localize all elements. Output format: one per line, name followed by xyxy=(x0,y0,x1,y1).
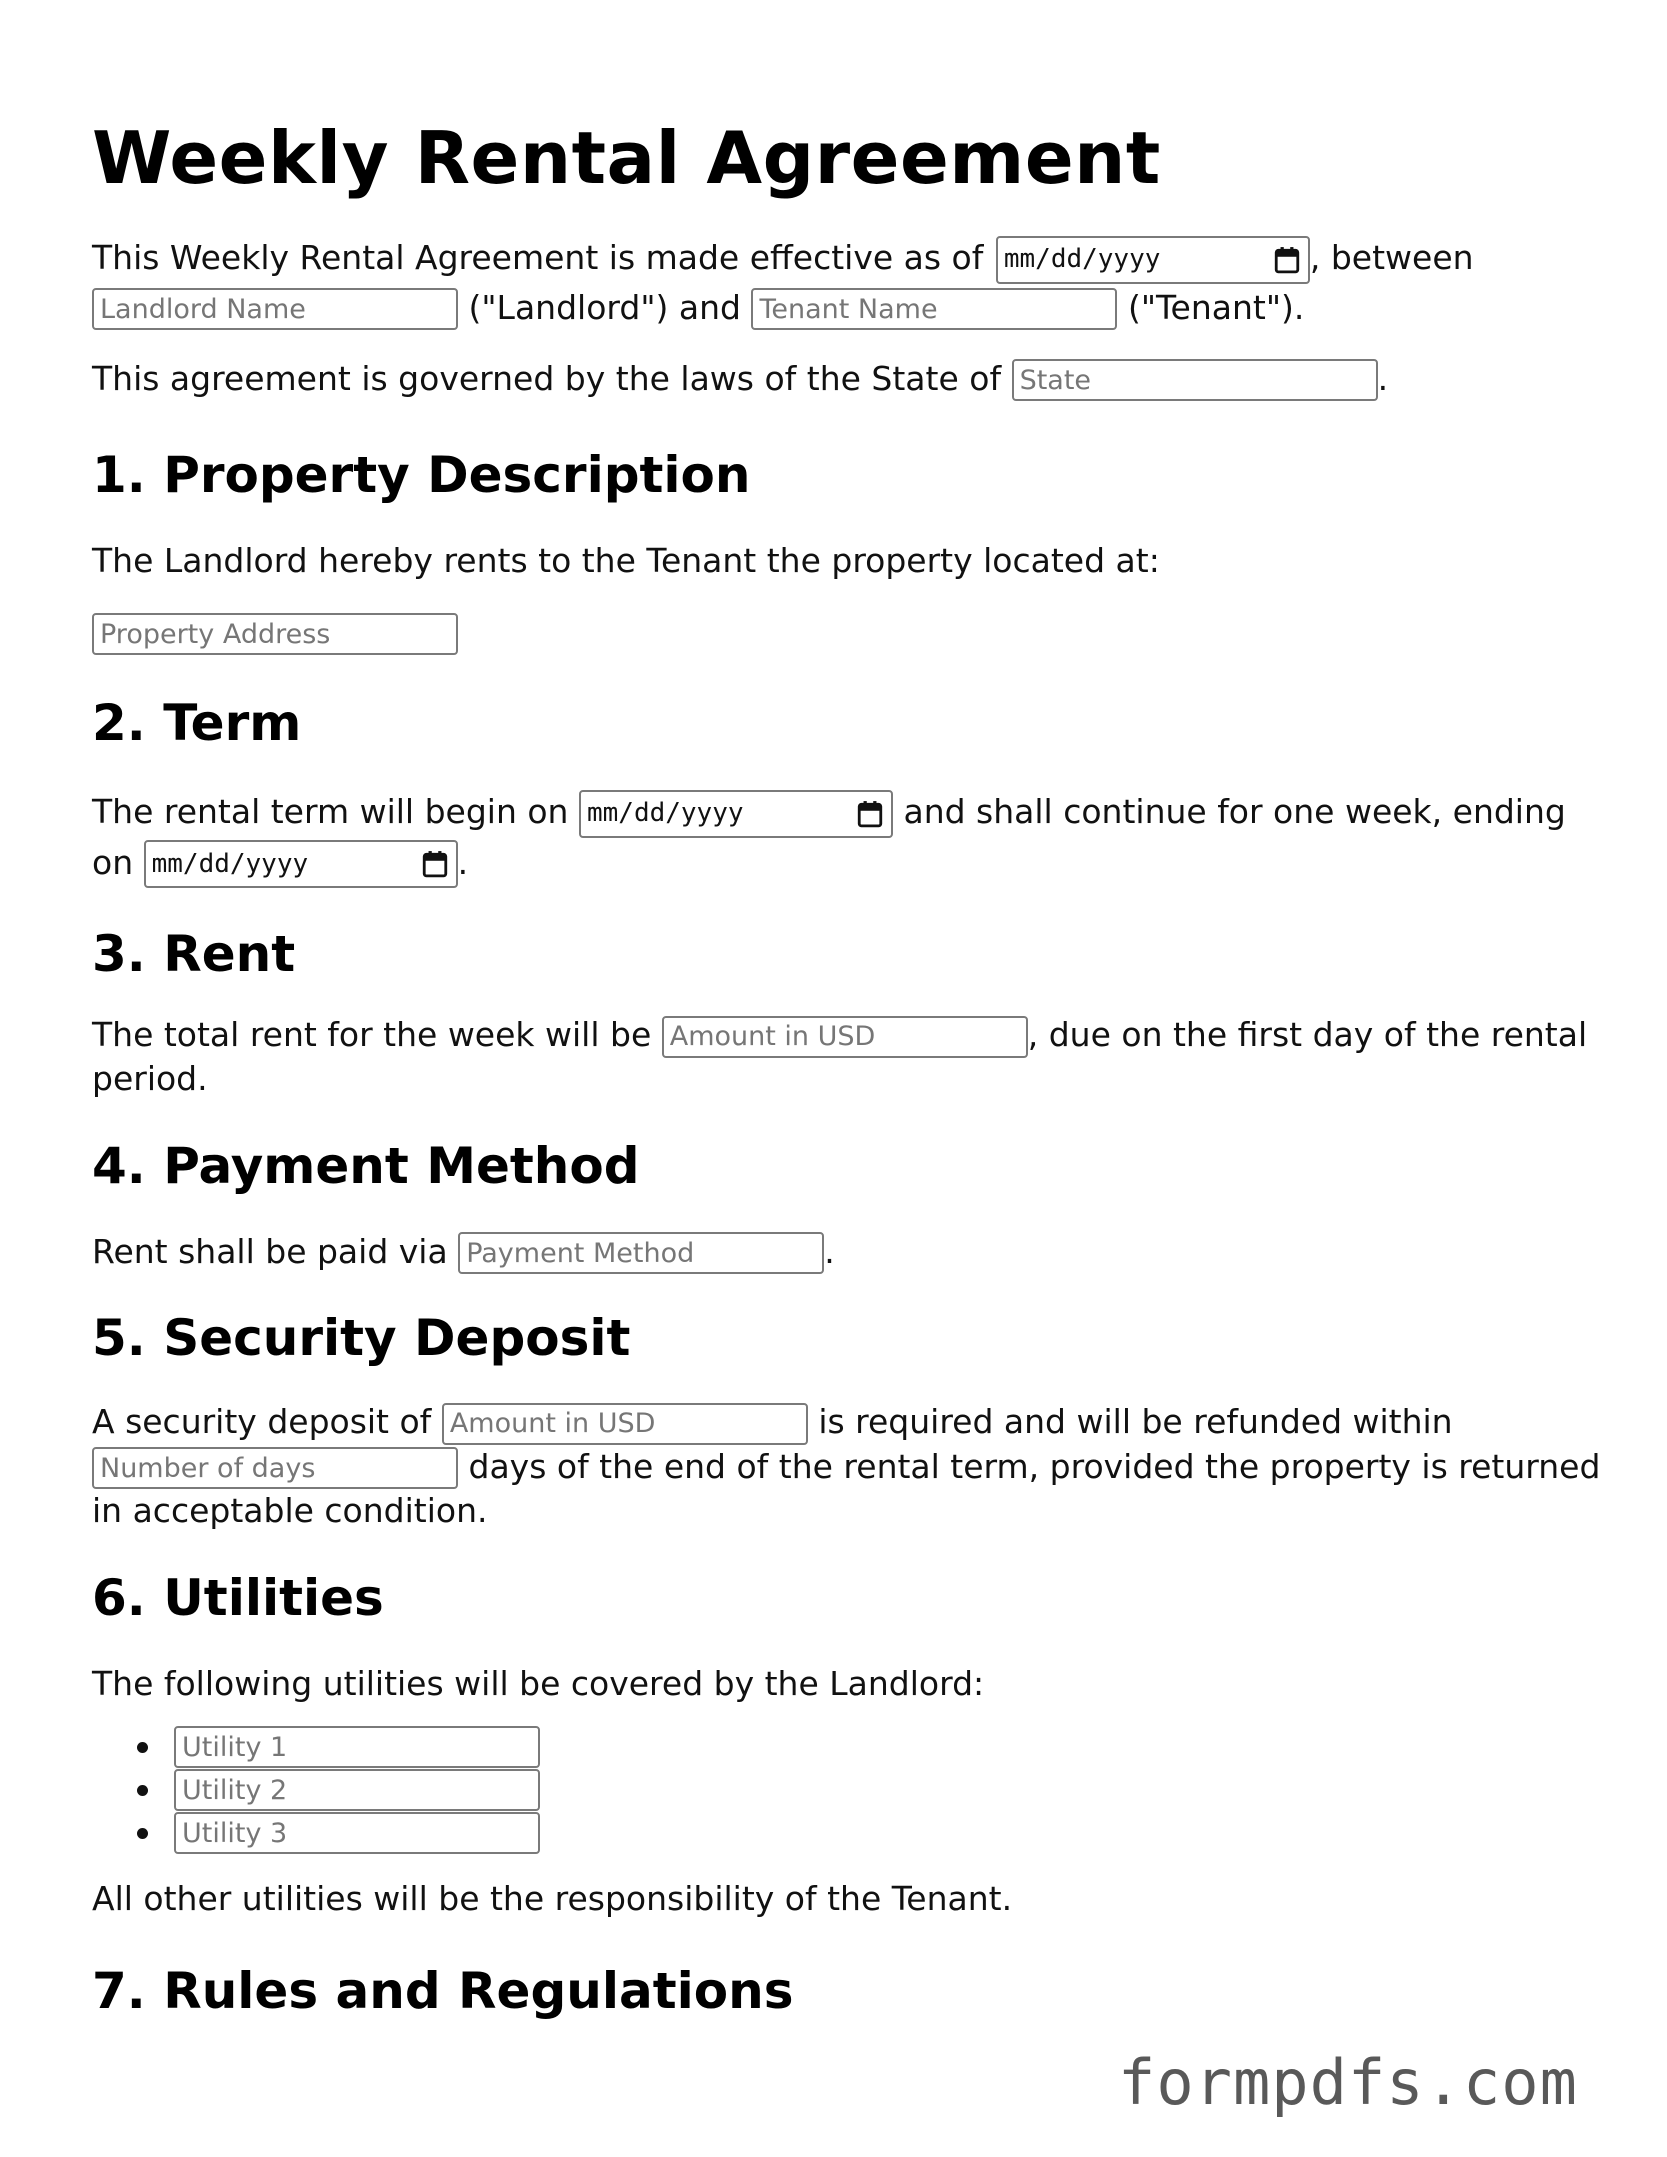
section-heading-deposit: 5. Security Deposit xyxy=(92,1309,631,1367)
term-text-middle: and shall continue for one week, ending on xyxy=(92,792,1566,882)
deposit-paragraph xyxy=(92,1400,1602,1532)
governing-law-paragraph xyxy=(92,357,1602,402)
watermark: formpdfs.com xyxy=(1118,2046,1578,2119)
list-item xyxy=(92,1812,1602,1855)
section-heading-rent: 3. Rent xyxy=(92,925,296,983)
state-input[interactable] xyxy=(1012,359,1378,401)
governing-law-text: This agreement is governed by the laws of the State of xyxy=(92,358,1002,398)
deposit-text-middle: is required and will be refunded within xyxy=(818,1402,1453,1441)
payment-paragraph xyxy=(92,1230,1602,1275)
utilities-closing: All other utilities will be the responsibility of the Tenant. xyxy=(92,1879,1013,1918)
term-end-date-placeholder: mm/dd/yyyy xyxy=(151,848,309,879)
term-suffix: . xyxy=(457,842,469,882)
landlord-label: ("Landlord") and xyxy=(468,287,741,327)
rent-paragraph xyxy=(92,1014,1602,1100)
deposit-amount-input[interactable] xyxy=(442,1403,808,1445)
bullet-icon xyxy=(137,1785,148,1796)
bullet-icon xyxy=(137,1742,148,1753)
intro-paragraph xyxy=(92,234,1602,331)
payment-method-input[interactable] xyxy=(458,1232,824,1274)
rent-text-after: , due on the first day of the rental period. xyxy=(92,1015,1588,1098)
section-heading-property: 1. Property Description xyxy=(92,446,751,504)
bullet-icon xyxy=(137,1828,148,1839)
section-heading-payment: 4. Payment Method xyxy=(92,1136,640,1195)
utilities-text: The following utilities will be covered by the Landlord: xyxy=(92,1664,985,1703)
calendar-icon[interactable] xyxy=(1274,246,1300,274)
intro-text: This Weekly Rental Agreement is made effective as of xyxy=(92,238,984,277)
calendar-icon[interactable] xyxy=(857,800,883,828)
rent-amount-input[interactable] xyxy=(662,1016,1028,1058)
effective-date-placeholder: mm/dd/yyyy xyxy=(1003,244,1161,274)
rent-text-before: The total rent for the week will be xyxy=(92,1015,652,1054)
effective-date-input[interactable] xyxy=(996,236,1310,284)
list-item xyxy=(92,1726,1602,1769)
property-address-input[interactable] xyxy=(92,613,458,655)
payment-text-before: Rent shall be paid via xyxy=(92,1231,448,1271)
term-paragraph xyxy=(92,787,1602,888)
payment-suffix: . xyxy=(824,1231,835,1271)
deposit-text-after: days of the end of the rental term, provided the property is returned in acceptable condition. xyxy=(92,1446,1601,1530)
intro-between-text: , between xyxy=(1309,238,1474,277)
utility-2-input[interactable] xyxy=(174,1769,540,1811)
tenant-name-input[interactable] xyxy=(751,288,1117,330)
document-page xyxy=(92,0,1602,2021)
utilities-list xyxy=(92,1726,1602,1855)
section-heading-rules: 7. Rules and Regulations xyxy=(92,1962,794,2020)
calendar-icon[interactable] xyxy=(422,850,448,878)
section-heading-utilities: 6. Utilities xyxy=(92,1569,384,1627)
tenant-label: ("Tenant"). xyxy=(1127,287,1305,327)
term-end-date-input[interactable] xyxy=(144,840,458,888)
page-title: Weekly Rental Agreement xyxy=(92,116,1161,200)
section-heading-term: 2. Term xyxy=(92,694,302,752)
property-address-row xyxy=(92,613,1602,657)
landlord-name-input[interactable] xyxy=(92,288,458,330)
term-start-date-input[interactable] xyxy=(579,790,893,838)
property-text: The Landlord hereby rents to the Tenant the property located at: xyxy=(92,541,1160,580)
list-item xyxy=(92,1769,1602,1812)
deposit-text-before: A security deposit of xyxy=(92,1402,432,1441)
term-text-before: The rental term will begin on xyxy=(92,792,569,831)
term-start-date-placeholder: mm/dd/yyyy xyxy=(586,798,744,828)
governing-suffix: . xyxy=(1377,358,1389,398)
deposit-days-input[interactable] xyxy=(92,1447,458,1489)
utility-3-input[interactable] xyxy=(174,1812,540,1854)
utility-1-input[interactable] xyxy=(174,1726,540,1768)
